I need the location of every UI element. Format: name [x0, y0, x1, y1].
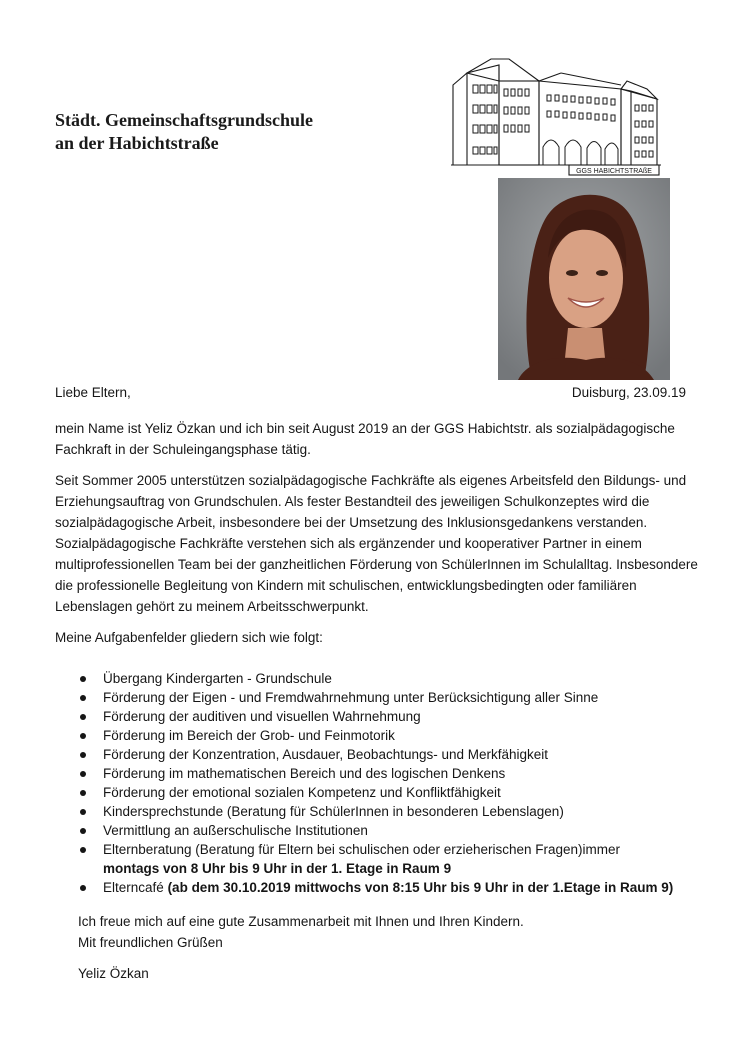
task-list: [80, 669, 690, 897]
list-item: Förderung im Bereich der Grob- und Feinmotorik: [80, 726, 690, 745]
school-name-line1: Städt. Gemeinschaftsgrundschule: [55, 110, 314, 130]
school-building-drawing: [451, 55, 663, 177]
signature: Yeliz Özkan: [78, 966, 149, 981]
school-name: [55, 109, 313, 155]
parent-cafe-time: (ab dem 30.10.2019 mittwochs von 8:15 Uhr bis 9 Uhr in der 1.Etage in Raum 9): [167, 880, 674, 895]
parent-cafe-text: Elterncafé: [103, 880, 164, 895]
list-item: Förderung der auditiven und visuellen Wahrnehmung: [80, 707, 690, 726]
parent-advice-text: Elternberatung (Beratung für Eltern bei schulischen oder erzieherischen Fragen)immer: [103, 842, 621, 857]
list-item: Förderung der emotional sozialen Kompetenz und Konfliktfähigkeit: [80, 783, 690, 802]
greeting: Liebe Eltern,: [55, 385, 131, 400]
building-caption: GGS HABICHTSTRAßE: [576, 168, 652, 176]
letter-body: [55, 418, 700, 658]
parent-advice-time: montags von 8 Uhr bis 9 Uhr in der 1. Etage in Raum 9: [103, 861, 452, 876]
list-item-parent-cafe: [80, 878, 690, 897]
list-item-parent-advice: [80, 840, 690, 878]
list-item: Kindersprechstunde (Beratung für SchülerInnen in besonderen Lebenslagen): [80, 802, 690, 821]
list-item: Übergang Kindergarten - Grundschule: [80, 669, 690, 688]
list-item: Förderung im mathematischen Bereich und des logischen Denkens: [80, 764, 690, 783]
portrait-photo: [498, 178, 670, 380]
closing-regards: Mit freundlichen Grüßen: [78, 935, 223, 950]
closing: [78, 911, 524, 953]
list-item: Förderung der Eigen - und Fremdwahrnehmung unter Berücksichtigung aller Sinne: [80, 688, 690, 707]
place-date: Duisburg, 23.09.19: [571, 385, 686, 400]
intro-paragraph: mein Name ist Yeliz Özkan und ich bin seit August 2019 an der GGS Habichtstr. als sozialpädagogische Fachkraft in der Schuleingangsphase tätig.: [55, 421, 675, 457]
list-item: Vermittlung an außerschulische Institutionen: [80, 821, 690, 840]
school-name-line2: an der Habichtstraße: [55, 133, 219, 153]
tasks-intro: Meine Aufgabenfelder gliedern sich wie folgt:: [55, 630, 323, 645]
list-item: Förderung der Konzentration, Ausdauer, Beobachtungs- und Merkfähigkeit: [80, 745, 690, 764]
background-paragraph: Seit Sommer 2005 unterstützen sozialpädagogische Fachkräfte als eigenes Arbeitsfeld den Bildungs- und Erziehungsauftrag von Grundschulen. Als fester Bestandteil des jeweiligen Schulkonzeptes wird die sozialpädagogische Arbeit, insbesondere bei der Umsetzung des Inklusionsgedankens verstanden. Sozialpädagogische Fachkräfte verstehen sich als ergänzender und kooperativer Partner in einem multiprofessionellen Team bei der ganzheitlichen Förderung von SchülerInnen im Schulalltag. Insbesondere die professionelle Begleitung von Kindern mit schulischen, entwicklungsbedingten oder familiären Lebenslagen gehört zu meinem Arbeitsschwerpunkt.: [55, 473, 698, 614]
closing-line: Ich freue mich auf eine gute Zusammenarbeit mit Ihnen und Ihren Kindern.: [78, 914, 524, 929]
